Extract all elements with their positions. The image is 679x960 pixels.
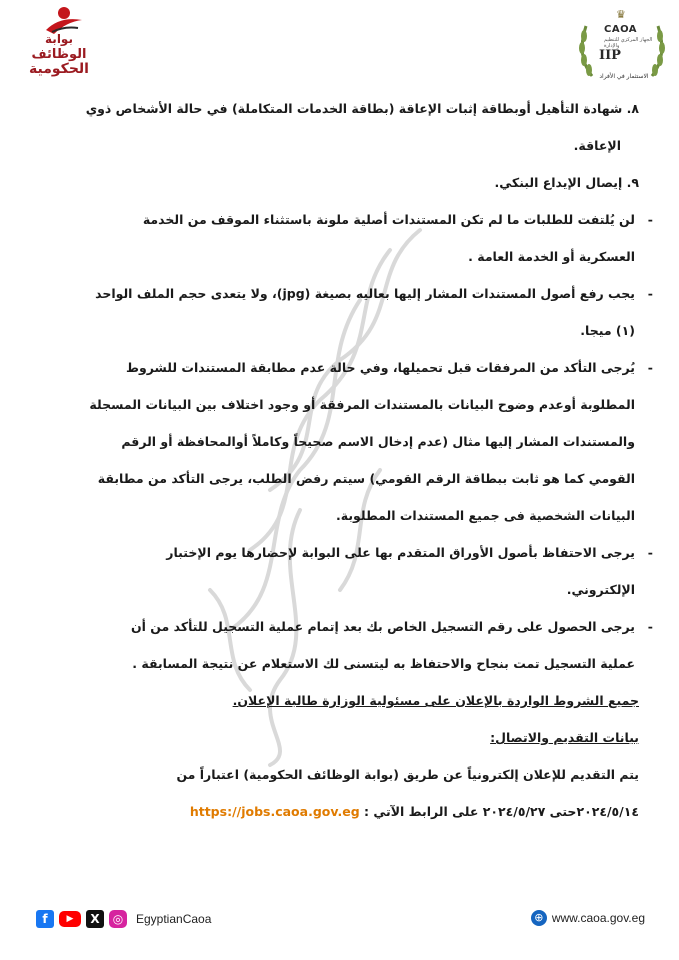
list-item [35,608,653,682]
logo-line-1: بوابة [45,32,73,46]
responsibility-note [35,682,639,719]
iip-mark: IIP [599,48,621,63]
globe-icon: ⊕ [531,910,547,926]
caoa-logo [572,6,672,86]
bullet-line: يجب رفع أصول المستندات المشار إليها بعاليه بصيغة (jpg)، ولا يتعدى حجم الملف الواحد [95,286,635,301]
website-link[interactable] [531,910,645,926]
list-item [35,275,653,349]
caoa-tagline: الاستثمار في الأفراد [599,73,649,80]
logo-line-3: الحكومية [29,61,89,77]
apply-heading-text: بيانات التقديم والاتصال: [490,730,639,745]
item-8-line-2: الإعاقة. [573,138,621,153]
bullet-line: لن يُلتفت للطلبات ما لم تكن المستندات أصلية ملونة باستثناء الموقف من الخدمة [142,212,635,227]
bullet-dash: - [647,286,653,301]
x-icon[interactable]: X [86,910,104,928]
website-text[interactable]: www.caoa.gov.eg [551,911,645,925]
list-item [35,534,653,608]
bullet-dash: - [647,545,653,560]
social-handle[interactable]: EgyptianCaoa [136,912,212,926]
item-8-line-1: ٨. شهادة التأهيل أوبطاقة إثبات الإعاقة (بطاقة الخدمات المتكاملة) في حالة الأشخاص ذوي [85,101,639,116]
bullet-dash: - [647,212,653,227]
youtube-icon[interactable]: ▶ [59,911,81,927]
list-item [35,201,653,275]
item-9: ٩. إيصال الإيداع البنكي. [494,175,639,190]
apply-dates-text: ٢٠٢٤/٥/١٤حتى ٢٠٢٤/٥/٢٧ على الرابط الآتي : [364,804,639,819]
footer [0,902,679,942]
jobs-portal-logo [12,6,104,78]
bullet-line: عملية التسجيل تمت بنجاح والاحتفاظ به ليتسنى لك الاستعلام عن نتيجة المسابقة . [132,656,635,671]
apply-line-2 [35,793,639,830]
apply-line-1: يتم التقديم للإعلان إلكترونياً عن طريق (بوابة الوظائف الحكومية) اعتباراً من [176,767,639,782]
caoa-subtitle: الجهاز المركزي للتنظيم والإدارة [604,37,653,49]
bullet-line: يرجى الاحتفاظ بأصول الأوراق المتقدم بها على البوابة لإحضارها يوم الإختبار [166,545,635,560]
instagram-icon[interactable]: ◎ [109,910,127,928]
document-body [35,90,653,830]
responsibility-text: جميع الشروط الواردة بالإعلان على مسئولية الوزارة طالبة الإعلان. [232,693,639,708]
bullet-line: العسكرية أو الخدمة العامة . [468,249,635,264]
bullet-line: الإلكتروني. [566,582,635,597]
list-item [35,349,653,534]
apply-heading [35,719,639,756]
bullet-line: والمستندات المشار إليها مثال (عدم إدخال الاسم صحيحاً وكاملاً أوالمحافظة أو الرقم [121,434,635,449]
eagle-icon: ♛ [616,8,626,21]
logo-line-2: الوظائف [31,47,87,62]
bullet-dash: - [647,619,653,634]
apply-link[interactable]: https://jobs.caoa.gov.eg [189,804,360,819]
facebook-icon[interactable]: f [36,910,54,928]
bullet-line: المطلوبة أوعدم وضوح البيانات بالمستندات المرفقة أو وجود اختلاف بين البيانات المسجلة [89,397,635,412]
bullet-line: (١) ميجا. [580,323,635,338]
caoa-name: CAOA [604,24,638,35]
bullet-line: يُرجى التأكد من المرفقات قبل تحميلها، وفي حالة عدم مطابقة المستندات للشروط [125,360,635,375]
bullet-line: البيانات الشخصية فى جميع المستندات المطلوبة. [336,508,635,523]
bullet-line: القومي كما هو ثابت ببطاقة الرقم القومي) سيتم رفض الطلب، يرجى التأكد من مطابقة [97,471,635,486]
bullet-dash: - [647,360,653,375]
bullet-line: يرجى الحصول على رقم التسجيل الخاص بك بعد إتمام عملية التسجيل للتأكد من أن [130,619,635,634]
social-links [36,910,211,928]
